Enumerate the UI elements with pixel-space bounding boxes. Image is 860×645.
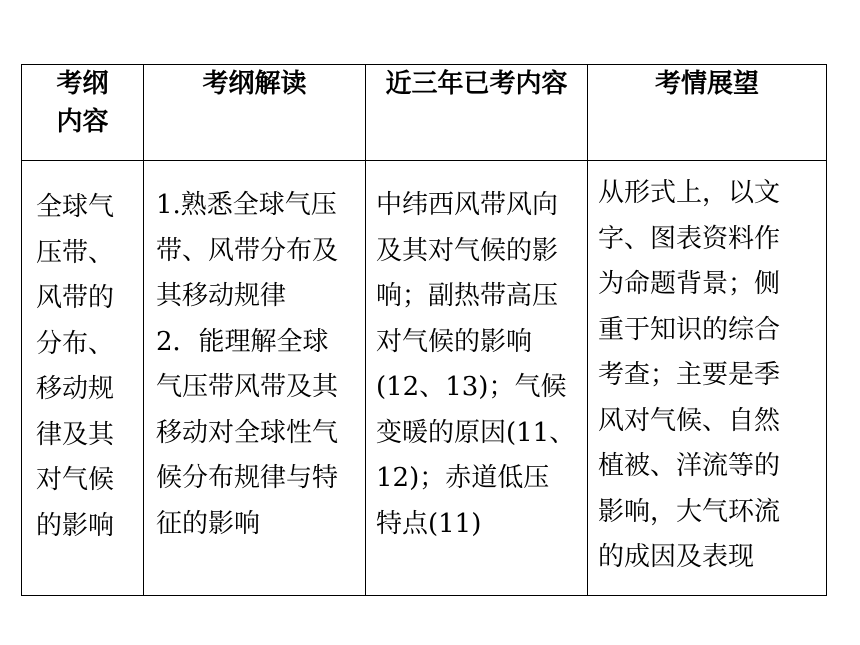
header-syllabus-interpretation: 考纲解读 bbox=[144, 65, 366, 161]
cell-syllabus-interpretation: 1.熟悉全球气压 带、风带分布及 其移动规律 2．能理解全球 气压带风带及其 移动对全球性气 候分布规律与特 征的影响 bbox=[144, 161, 366, 596]
header-recent-exam-content: 近三年已考内容 bbox=[366, 65, 588, 161]
header-exam-outlook: 考情展望 bbox=[588, 65, 827, 161]
header-row bbox=[22, 65, 827, 161]
cell-syllabus-content: 全球气 压带、 风带的 分布、 移动规 律及其 对气候 的影响 bbox=[22, 161, 144, 596]
cell-exam-outlook: 从形式上，以文 字、图表资料作 为命题背景；侧 重于知识的综合 考查；主要是季 风对气候、自然 植被、洋流等的 影响，大气环流 的成因及表现 bbox=[588, 161, 827, 596]
syllabus-table bbox=[21, 64, 827, 596]
cell-recent-exam-content: 中纬西风带风向 及其对气候的影 响；副热带高压 对气候的影响 (12、13)；气候 变暖的原因(11、 12)；赤道低压 特点(11) bbox=[366, 161, 588, 596]
header-syllabus-content: 考纲 内容 bbox=[22, 65, 144, 161]
table-row bbox=[22, 161, 827, 596]
